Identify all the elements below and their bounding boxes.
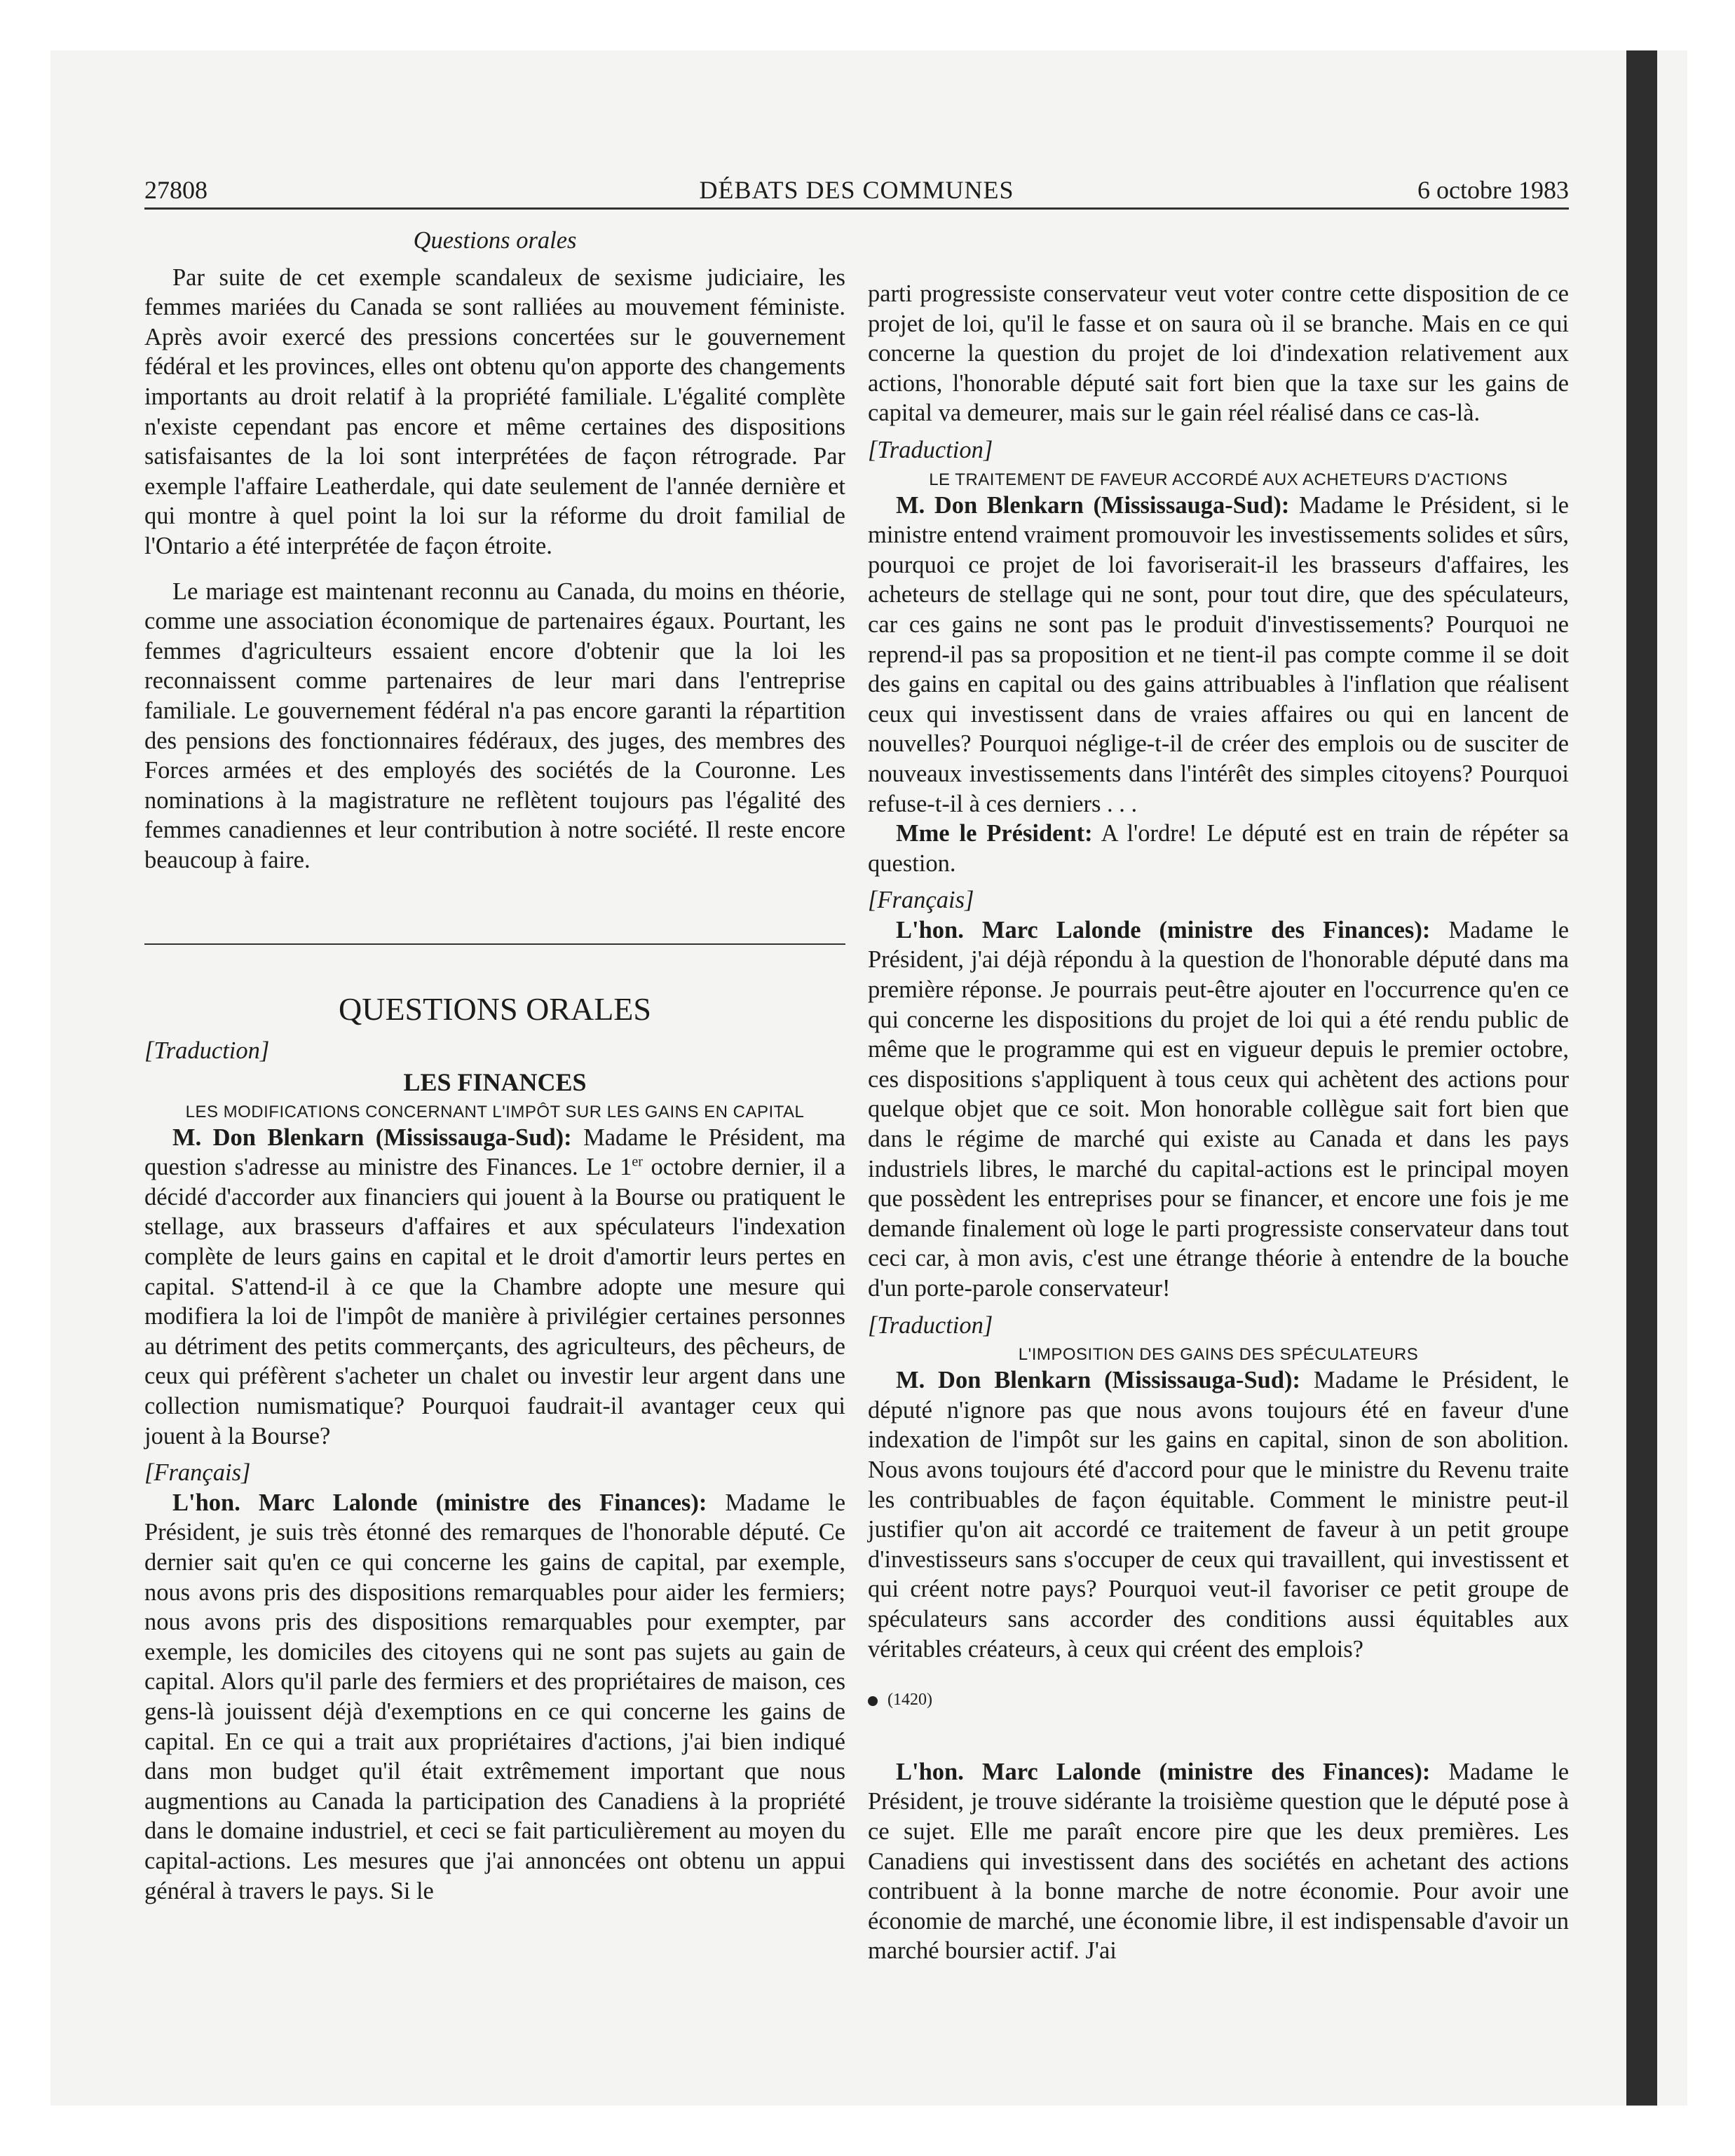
language-marker: [Traduction] — [868, 1311, 993, 1339]
language-marker: [Traduction] — [868, 436, 993, 463]
paragraph: Par suite de cet exemple scandaleux de sexisme judiciaire, les femmes mariées du Canada se sont ralliées au mouvement féministe. Après avoir exercé des pressions concertées sur le gouvernement fédéral et les provinces, elles ont obtenu qu'on apporte des changements importants au droit relatif à la propriété familiale. L'égalité complète n'existe cependant pas encore et même certaines des dispositions satisfaisantes de la loi sont interprétées de façon rétrograde. Par exemple l'affaire Leatherdale, qui date seulement de l'année dernière et qui montre à quel point la loi sur la réforme du droit familial de l'Ontario a été interprétée de façon étroite. — [144, 264, 845, 559]
language-marker: [Français] — [868, 887, 974, 914]
speech-text: A l'ordre! Le député est en train de répéter sa question. — [868, 820, 1569, 877]
publication-date: 6 octobre 1983 — [1417, 176, 1569, 204]
paragraph: Le mariage est maintenant reconnu au Canada, du moins en théorie, comme une association économique de partenaires égaux. Pourtant, les femmes d'agriculteurs essaient encore d'obtenir que la loi les reconnaissent comme partenaires de leur mari dans l'entreprise familiale. Le gouvernement fédéral n'a pas encore garanti la répartition des pensions des fonctionnaires fédéraux, des juges, des membres des Forces armées et des employés des sociétés de la Couronne. Les nominations à la magistrature ne reflètent toujours pas l'égalité des femmes canadiennes et leur contribution à notre société. Il reste encore beaucoup à faire. — [144, 578, 845, 873]
speaker-name: M. Don Blenkarn (Mississauga-Sud): — [172, 1124, 572, 1151]
running-head: Questions orales — [413, 227, 577, 254]
ordinal-suffix: er — [632, 1154, 643, 1170]
speech-text: Madame le Président, si le ministre entend vraiment promouvoir les investissements solides et sûrs, pourquoi ce projet de loi favoriserait-il les brasseurs d'affaires, les acheteurs de stellage qui ne sont, pour tout dire, que des spéculateurs, car ces gains ne sont pas le produit d'investissements? Pourquoi ne reprend-il pas sa proposition et ne tient-il pas compte comme il se doit des gains en capital ou des gains attribuables à l'inflation que réalisent ceux qui investissent dans de vraies affaires ou qui en lancent de nouvelles? Pourquoi néglige-t-il de créer des emplois ou de susciter de nouveaux investissements dans l'intérêt des simples citoyens? Pourquoi refuse-t-il à ces derniers . . . — [868, 491, 1569, 817]
section-title: QUESTIONS ORALES — [339, 991, 651, 1028]
speech-text: Madame le Président, le député n'ignore pas que nous avons toujours été en faveur d'une indexation de l'impôt sur les gains en capital, sinon de son abolition. Nous avons toujours été d'accord pour que le ministre du Revenu traite les contribuables de façon équitable. Comment le ministre peut-il justifier qu'on ait accordé ce traitement de faveur à un petit groupe d'investisseurs sans s'occuper de ceux qui travaillent, qui investissent et qui créent notre pays? Pourquoi veut-il favoriser ce petit groupe de spéculateurs sans accorder des conditions aussi équitables aux véritables créateurs, à ceux qui créent des emplois? — [868, 1367, 1569, 1663]
language-marker: [Français] — [144, 1459, 251, 1487]
paragraph: parti progressiste conservateur veut voter contre cette disposition de ce projet de loi, qu'il le fasse et on saura où il se branche. Mais en ce qui concerne la question du projet de loi d'indexation relativement aux actions, l'honorable député sait fort bien que la taxe sur les gains de capital va demeurer, mais sur le gain réel réalisé dans ce cas-là. — [868, 280, 1569, 427]
speaker-name: L'hon. Marc Lalonde (ministre des Finances): — [172, 1489, 707, 1516]
publication-title: DÉBATS DES COMMUNES — [699, 176, 1014, 204]
speech — [868, 915, 1569, 1304]
page-header — [144, 175, 1569, 207]
speech-text: Madame le Président, je suis très étonné des remarques de l'honorable député. Ce dernier sait qu'en ce qui concerne les gains de capital, par exemple, nous avons pris des dispositions remarquables pour aider les fermiers; nous avons pris des dispositions remarquables pour exempter, par exemple, les domiciles des citoyens qui ne sont pas sujets au gain de capital. Alors qu'il parle des fermiers et des propriétaires de maison, ces gens-là jouissent déjà d'exemptions en ce qui concerne les gains de capital. En ce qui a trait aux propriétaires d'actions, j'ai bien indiqué dans mon budget qu'il était extrêmement important que nous augmentions au Canada la participation des Canadiens à la propriété dans le domaine industriel, et ceci se fait particulièrement au moyen du capital-actions. Les mesures que j'ai annoncées ont obtenu un appui général à travers le pays. Si le — [144, 1489, 846, 1904]
bullet-icon — [868, 1696, 878, 1706]
subject-heading: LES FINANCES — [403, 1068, 587, 1097]
speaker-name: M. Don Blenkarn (Mississauga-Sud): — [896, 1367, 1301, 1394]
speech-text: Madame le Président, j'ai déjà répondu à la question de l'honorable député dans ma première réponse. Je pourrais peut-être ajouter en l'occurrence qu'en ce qui concerne les dispositions du projet de loi qui a été rendu public de même que le programme qui est en vigueur depuis le premier octobre, ces dispositions s'appliquent à tous ceux qui achètent des actions pour quelque objet que ce soit. Mon honorable collègue sait fort bien que dans le régime de marché qui existe au Canada et dans les pays industriels libres, le marché du capital-actions est le principal moyen que possèdent les entreprises pour se financer, et encore une fois je me demande finalement où loge le parti progressiste conservateur dans tout ceci car, à mon avis, c'est une étrange théorie à entendre de la bouche d'un porte-parole conservateur! — [868, 916, 1570, 1302]
speech — [144, 1123, 845, 1452]
speech-text: Madame le Président, ma question s'adresse au ministre des Finances. Le 1 — [144, 1124, 846, 1181]
language-marker: [Traduction] — [144, 1037, 270, 1065]
speaker-name: Mme le Président: — [896, 820, 1093, 847]
header-rule — [144, 207, 1569, 210]
speaker-name: M. Don Blenkarn (Mississauga-Sud): — [896, 491, 1290, 519]
speech-text: octobre dernier, il a décidé d'accorder aux financiers qui jouent à la Bourse ou pratiquent le stellage, aux brasseurs d'affaires et aux spéculateurs l'indexation complète de leurs gains en capital et le droit d'amortir leurs pertes en capital. S'attend-il à ce que la Chambre adopte une mesure qui modifiera la loi de l'impôt de manière à privilégier certaines personnes au détriment des petits commerçants, des agriculteurs, des pêcheurs, de ceux qui préfèrent s'acheter un chalet ou investir leur argent dans une collection numismatique? Pourquoi faudrait-il avantager ceux qui jouent à la Bourse? — [144, 1154, 845, 1449]
time-marker — [868, 1685, 1569, 1715]
speech — [868, 491, 1569, 819]
speaker-name: L'hon. Marc Lalonde (ministre des Finances): — [896, 1758, 1431, 1785]
speech — [868, 1365, 1569, 1664]
section-divider — [144, 943, 845, 945]
time-marker-text: (1420) — [887, 1691, 932, 1710]
left-column — [144, 226, 845, 1906]
page-number: 27808 — [144, 176, 207, 204]
speech-text: Madame le Président, je trouve sidérante la troisième question que le député pose à ce sujet. Elle me paraît encore pire que les deux premières. Les Canadiens qui investissent dans des sociétés en achetant des actions contribuent à la bonne marche de notre économie. Pour avoir une économie de marché, une économie libre, il est indispensable d'avoir un marché boursier actif. J'ai — [868, 1758, 1570, 1965]
topic-subheading: L'IMPOSITION DES GAINS DES SPÉCULATEURS — [1018, 1345, 1419, 1365]
topic-subheading: LES MODIFICATIONS CONCERNANT L'IMPÔT SUR LES GAINS EN CAPITAL — [185, 1102, 805, 1121]
speech — [868, 1757, 1569, 1966]
speech — [868, 819, 1569, 878]
scan-edge-bar — [1626, 50, 1657, 2106]
right-column — [868, 279, 1569, 1966]
speaker-name: L'hon. Marc Lalonde (ministre des Finances): — [896, 916, 1431, 943]
speech — [144, 1488, 845, 1906]
topic-subheading: LE TRAITEMENT DE FAVEUR ACCORDÉ AUX ACHETEURS D'ACTIONS — [929, 470, 1508, 489]
